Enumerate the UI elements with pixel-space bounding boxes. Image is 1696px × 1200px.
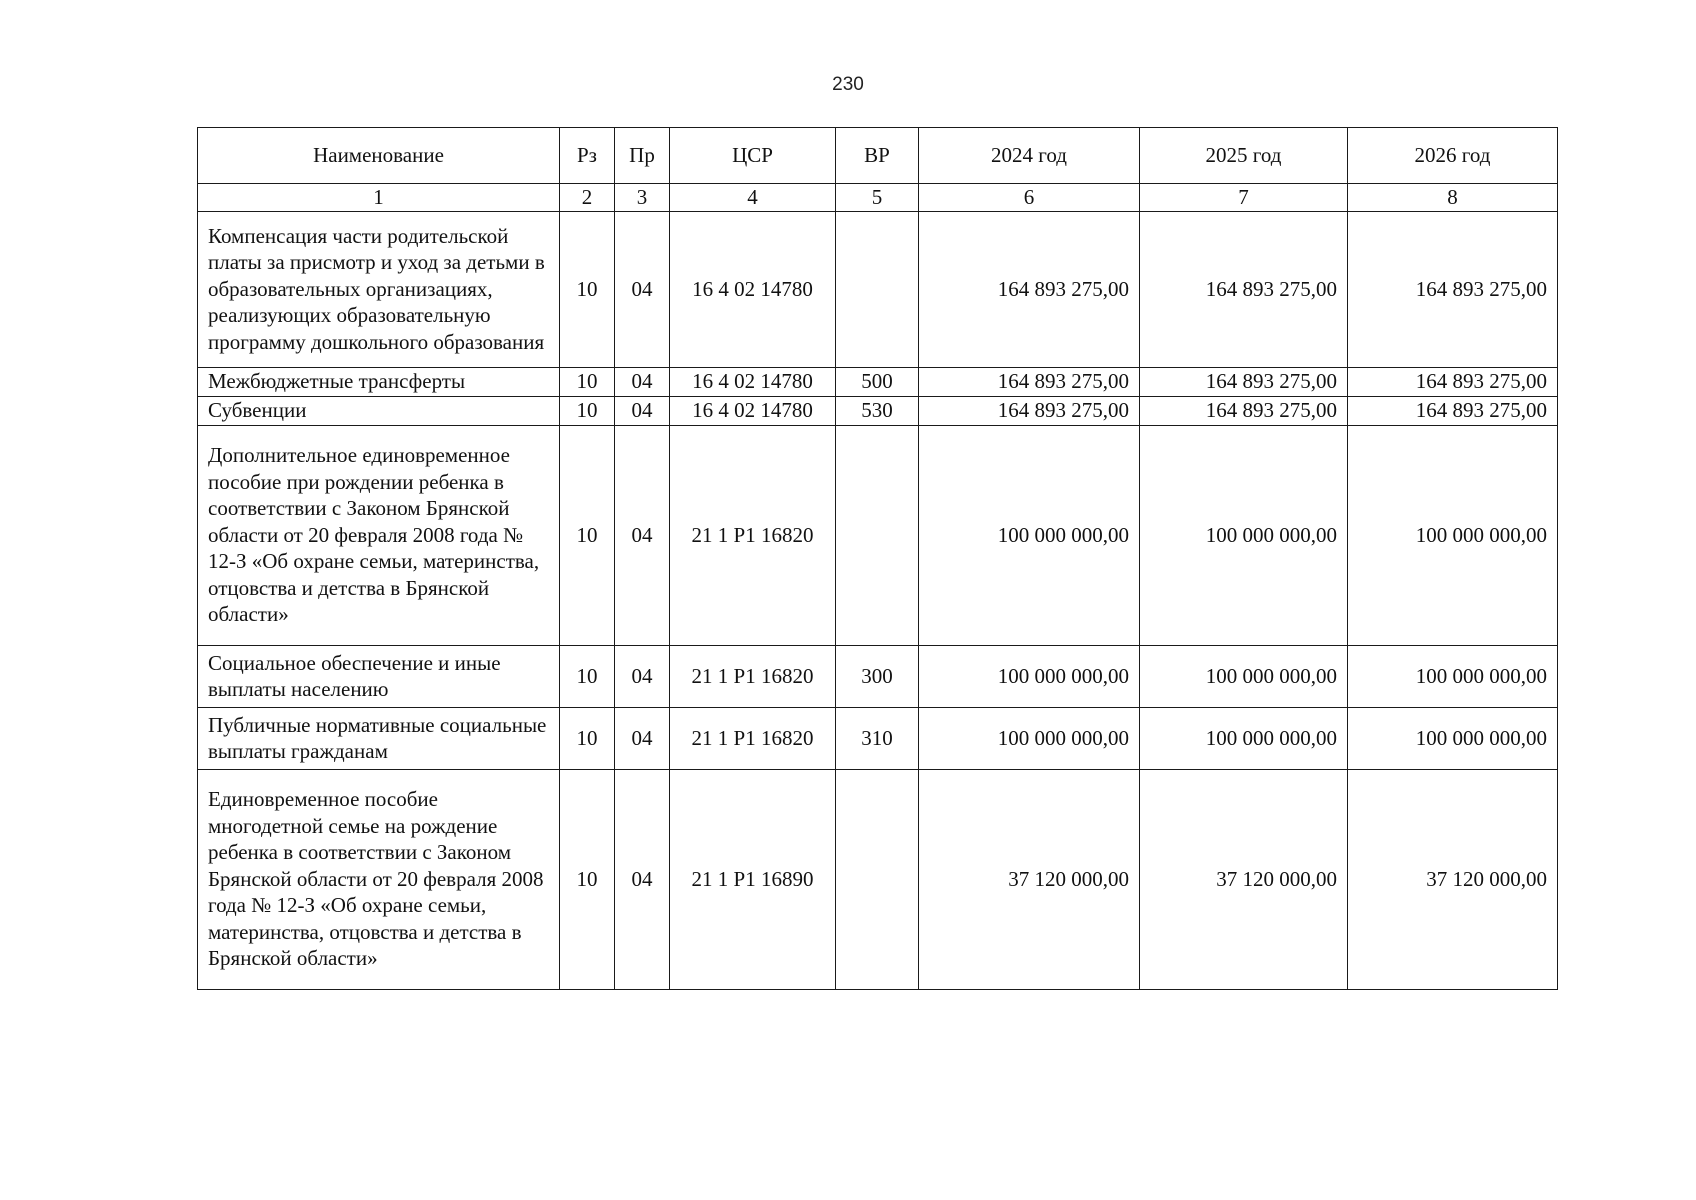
row-amount-2026: 100 000 000,00 (1348, 425, 1558, 645)
row-amount-2026: 100 000 000,00 (1348, 645, 1558, 707)
table-row (198, 769, 1558, 989)
row-amount-2024: 100 000 000,00 (919, 425, 1140, 645)
row-amount-2025: 164 893 275,00 (1140, 396, 1348, 425)
row-csr: 21 1 Р1 16820 (670, 645, 836, 707)
row-name: Социальное обеспечение и иные выплаты населению (198, 645, 560, 707)
budget-table (197, 127, 1558, 990)
row-pr: 04 (615, 396, 670, 425)
row-csr: 21 1 Р1 16820 (670, 425, 836, 645)
table-row (198, 425, 1558, 645)
table-row (198, 211, 1558, 367)
row-name: Компенсация части родительской платы за присмотр и уход за детьми в образовательных организациях, реализующих образовательную программу дошкольного образования (198, 211, 560, 367)
row-csr: 16 4 02 14780 (670, 211, 836, 367)
row-csr: 16 4 02 14780 (670, 367, 836, 396)
header-row (198, 128, 1558, 184)
row-vr: 300 (836, 645, 919, 707)
row-amount-2026: 164 893 275,00 (1348, 396, 1558, 425)
column-number: 1 (198, 184, 560, 212)
row-amount-2024: 164 893 275,00 (919, 211, 1140, 367)
row-amount-2026: 37 120 000,00 (1348, 769, 1558, 989)
row-rz: 10 (560, 769, 615, 989)
column-number: 6 (919, 184, 1140, 212)
row-pr: 04 (615, 645, 670, 707)
row-rz: 10 (560, 645, 615, 707)
column-number: 8 (1348, 184, 1558, 212)
row-name: Субвенции (198, 396, 560, 425)
header-vr: ВР (836, 128, 919, 184)
column-number: 2 (560, 184, 615, 212)
row-rz: 10 (560, 367, 615, 396)
row-name: Единовременное пособие многодетной семье на рождение ребенка в соответствии с Законом Брянской области от 20 февраля 2008 года № 12-З «Об охране семьи, материнства, отцовства и детства в Брянской области» (198, 769, 560, 989)
header-2026: 2026 год (1348, 128, 1558, 184)
table-row (198, 396, 1558, 425)
row-vr (836, 425, 919, 645)
row-amount-2025: 164 893 275,00 (1140, 367, 1348, 396)
row-amount-2024: 164 893 275,00 (919, 396, 1140, 425)
row-csr: 21 1 Р1 16820 (670, 707, 836, 769)
row-vr: 530 (836, 396, 919, 425)
row-amount-2025: 37 120 000,00 (1140, 769, 1348, 989)
row-pr: 04 (615, 769, 670, 989)
row-amount-2024: 37 120 000,00 (919, 769, 1140, 989)
row-rz: 10 (560, 425, 615, 645)
row-vr (836, 211, 919, 367)
row-name: Межбюджетные трансферты (198, 367, 560, 396)
table-row (198, 707, 1558, 769)
row-pr: 04 (615, 425, 670, 645)
row-amount-2026: 100 000 000,00 (1348, 707, 1558, 769)
row-amount-2024: 164 893 275,00 (919, 367, 1140, 396)
row-amount-2025: 100 000 000,00 (1140, 707, 1348, 769)
row-name: Дополнительное единовременное пособие при рождении ребенка в соответствии с Законом Брянской области от 20 февраля 2008 года № 12-З «Об охране семьи, материнства, отцовства и детства в Брянской области» (198, 425, 560, 645)
row-amount-2025: 164 893 275,00 (1140, 211, 1348, 367)
row-pr: 04 (615, 707, 670, 769)
row-amount-2024: 100 000 000,00 (919, 707, 1140, 769)
header-name: Наименование (198, 128, 560, 184)
column-number: 5 (836, 184, 919, 212)
header-csr: ЦСР (670, 128, 836, 184)
row-pr: 04 (615, 367, 670, 396)
column-number: 3 (615, 184, 670, 212)
row-rz: 10 (560, 707, 615, 769)
header-2025: 2025 год (1140, 128, 1348, 184)
row-vr: 500 (836, 367, 919, 396)
row-amount-2026: 164 893 275,00 (1348, 211, 1558, 367)
row-rz: 10 (560, 211, 615, 367)
row-amount-2025: 100 000 000,00 (1140, 645, 1348, 707)
column-number: 4 (670, 184, 836, 212)
table-row (198, 367, 1558, 396)
row-amount-2026: 164 893 275,00 (1348, 367, 1558, 396)
row-amount-2024: 100 000 000,00 (919, 645, 1140, 707)
row-csr: 21 1 Р1 16890 (670, 769, 836, 989)
row-pr: 04 (615, 211, 670, 367)
header-pr: Пр (615, 128, 670, 184)
column-number-row (198, 184, 1558, 212)
table-row (198, 645, 1558, 707)
row-name: Публичные нормативные социальные выплаты гражданам (198, 707, 560, 769)
header-rz: Рз (560, 128, 615, 184)
row-rz: 10 (560, 396, 615, 425)
page-number: 230 (832, 74, 864, 95)
row-amount-2025: 100 000 000,00 (1140, 425, 1348, 645)
header-2024: 2024 год (919, 128, 1140, 184)
row-csr: 16 4 02 14780 (670, 396, 836, 425)
column-number: 7 (1140, 184, 1348, 212)
row-vr (836, 769, 919, 989)
row-vr: 310 (836, 707, 919, 769)
